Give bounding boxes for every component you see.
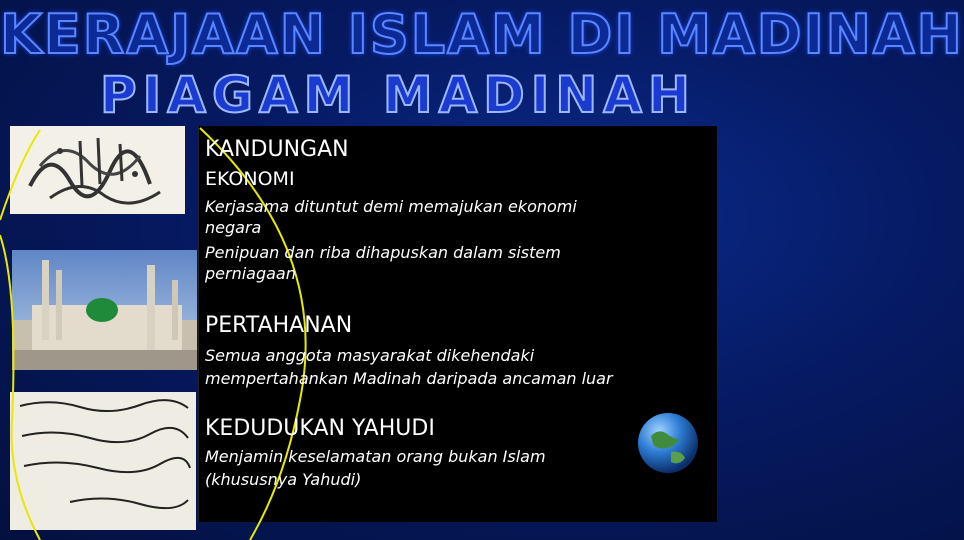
jews-line-2: (khususnya Yahudi) bbox=[205, 470, 362, 489]
slide-main-title: PIAGAM MADINAH bbox=[100, 66, 696, 124]
economy-line-1: Kerjasama dituntut demi memajukan ekonomi bbox=[205, 197, 577, 216]
content-heading: KANDUNGAN bbox=[205, 137, 349, 162]
section-title-defence: PERTAHANAN bbox=[205, 313, 353, 338]
slide-top-title: KERAJAAN ISLAM DI MADINAH bbox=[0, 3, 964, 66]
economy-line-3: Penipuan dan riba dihapuskan dalam sistem bbox=[205, 243, 561, 262]
calligraphy-image bbox=[10, 126, 185, 214]
defence-line-2: mempertahankan Madinah daripada ancaman luar bbox=[205, 369, 613, 388]
economy-line-2: negara bbox=[205, 218, 262, 237]
defence-line-1: Semua anggota masyarakat dikehendaki bbox=[205, 346, 535, 365]
economy-line-4: perniagaan bbox=[205, 264, 296, 283]
globe-icon bbox=[637, 412, 699, 474]
jews-line-1: Menjamin keselamatan orang bukan Islam bbox=[205, 447, 546, 466]
section-title-economy: EKONOMI bbox=[205, 168, 295, 190]
mosque-photo bbox=[12, 250, 197, 370]
arabic-document-image bbox=[10, 392, 196, 530]
section-title-jews: KEDUDUKAN YAHUDI bbox=[205, 416, 435, 441]
